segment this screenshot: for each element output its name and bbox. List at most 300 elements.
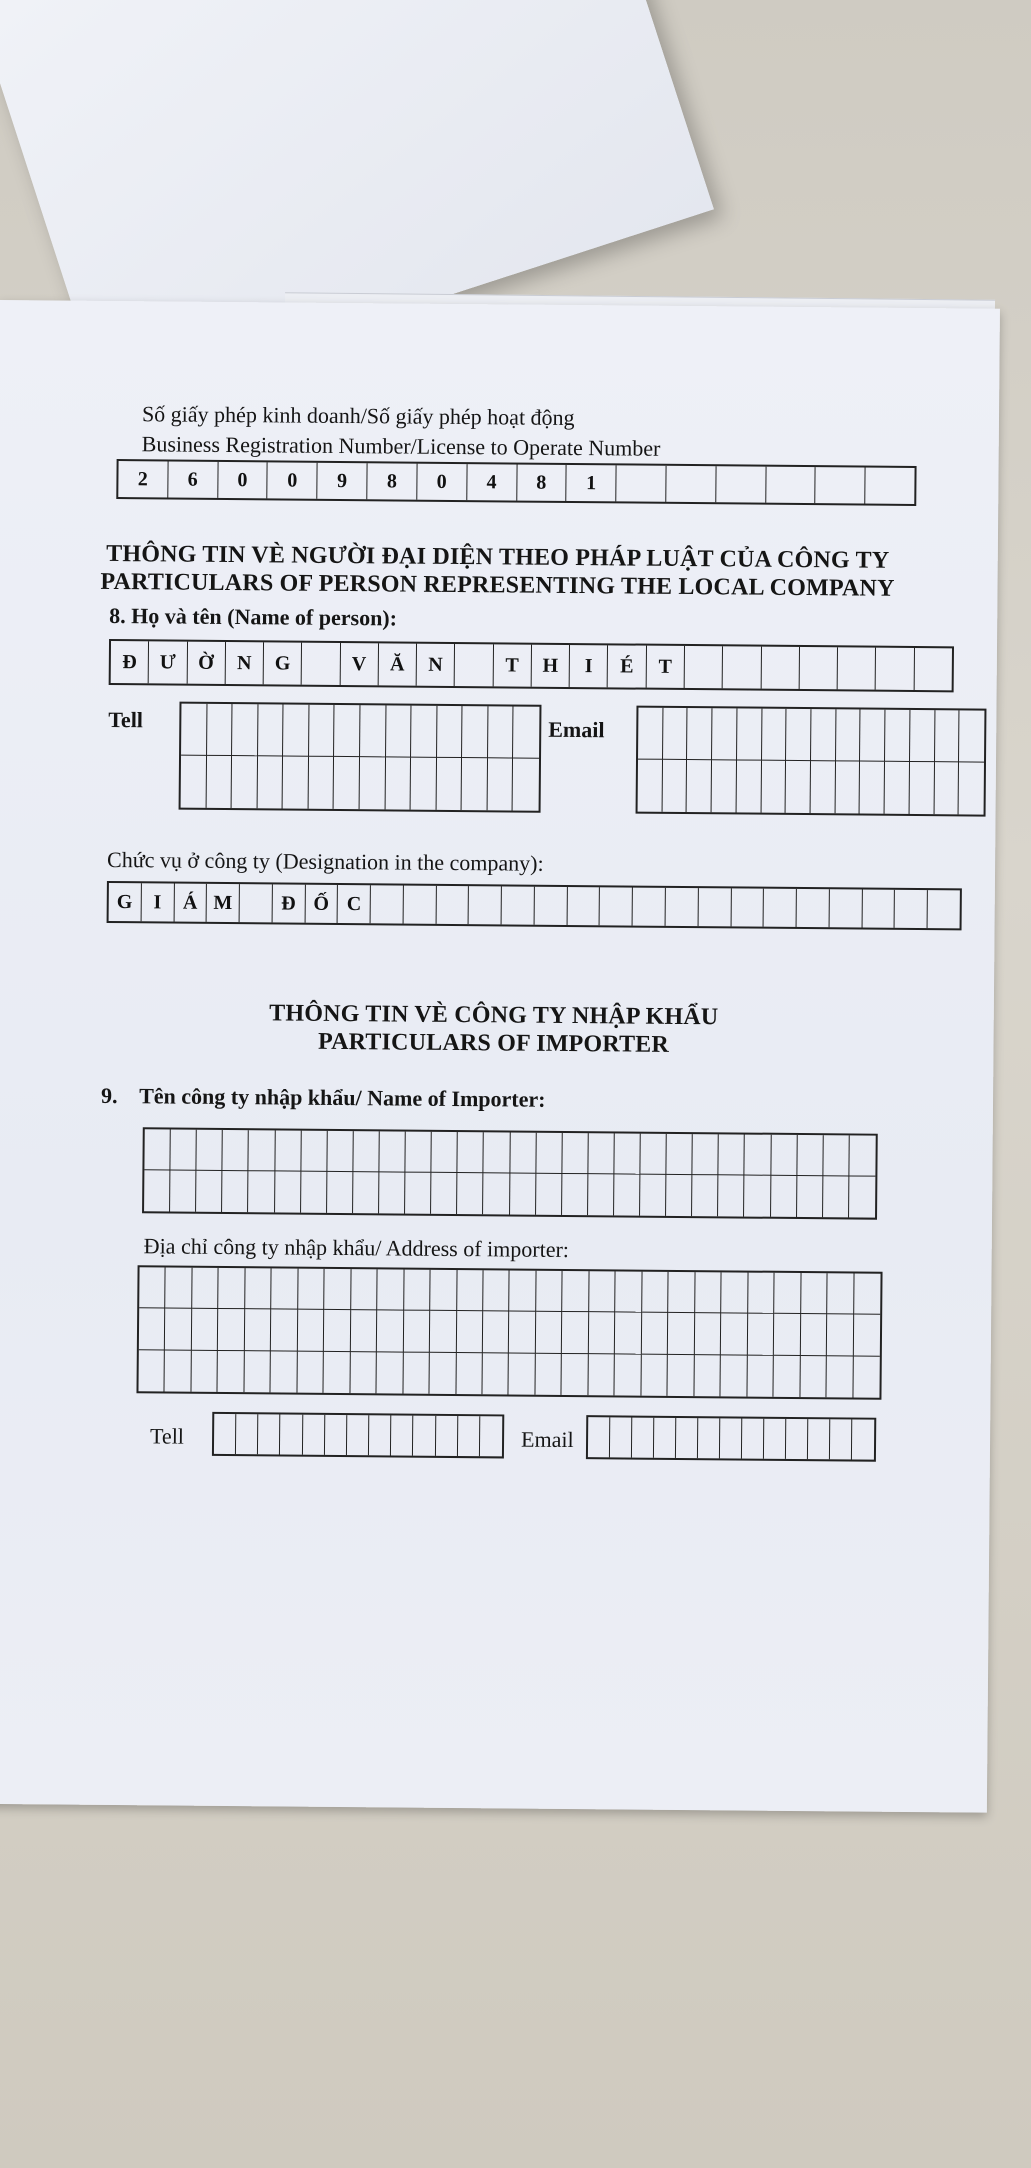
rep-tel-cell[interactable] [513,707,539,759]
importer-email-grid[interactable] [586,1415,876,1462]
name-letter-cell[interactable]: T [493,644,532,686]
importer-email-cell[interactable] [588,1417,610,1457]
rep-email-cell[interactable] [662,760,687,812]
importer-address-cell[interactable] [351,1310,378,1352]
importer-address-cell[interactable] [165,1350,192,1392]
importer-address-cell[interactable] [244,1351,271,1393]
importer-tel-cell[interactable] [280,1414,303,1454]
importer-name-cell[interactable] [562,1174,588,1215]
rep-email-cell[interactable] [909,762,934,814]
importer-address-cell[interactable] [139,1267,166,1309]
rep-email-cell[interactable] [712,708,737,760]
importer-address-cell[interactable] [854,1273,881,1315]
importer-address-cell[interactable] [509,1312,536,1354]
name-letter-cell[interactable] [761,647,800,689]
importer-address-cell[interactable] [774,1355,801,1397]
license-digit-cell[interactable] [616,465,666,501]
importer-email-cell[interactable] [676,1418,698,1458]
designation-letter-cell[interactable]: G [109,883,142,921]
rep-email-cell[interactable] [638,708,663,760]
importer-email-cell[interactable] [654,1418,676,1458]
name-letter-cell[interactable]: N [417,644,456,686]
name-letter-cell[interactable] [876,648,915,690]
name-letter-cell[interactable]: Ờ [187,642,226,684]
importer-address-cell[interactable] [615,1313,642,1355]
importer-address-cell[interactable] [430,1352,457,1394]
importer-address-cell[interactable] [324,1352,351,1394]
name-letter-cell[interactable] [723,646,762,688]
importer-title-vi: THÔNG TIN VÈ CÔNG TY NHẬP KHẨU [269,1000,719,1031]
importer-name-cell[interactable] [536,1133,562,1174]
importer-email-cell[interactable] [698,1418,720,1458]
importer-address-cell[interactable] [616,1271,643,1313]
rep-email-cell[interactable] [885,762,910,814]
importer-name-cell[interactable] [196,1171,222,1212]
importer-name-cell[interactable] [301,1131,327,1172]
importer-name-cell[interactable] [667,1134,693,1175]
rep-tel-cell[interactable] [411,706,437,758]
importer-name-cell[interactable] [771,1135,797,1176]
importer-tel-cell[interactable] [480,1416,503,1456]
designation-letter-cell[interactable] [403,886,436,924]
importer-name-cell[interactable] [771,1176,797,1217]
importer-address-cell[interactable] [562,1312,589,1354]
importer-tel-cell[interactable] [258,1414,281,1454]
name-letter-cell[interactable] [455,644,494,686]
importer-address-cell[interactable] [403,1352,430,1394]
designation-letter-cell[interactable] [502,886,535,924]
designation-letter-cell[interactable] [829,889,862,927]
designation-letter-cell[interactable]: Ố [305,885,338,923]
rep-email-grid[interactable] [636,706,987,817]
name-letter-cell[interactable]: H [532,645,571,687]
license-label-en: Business Registration Number/License to Operate Number [141,431,661,461]
importer-address-cell[interactable] [166,1267,193,1309]
name-letter-cell[interactable] [799,647,838,689]
designation-letter-cell[interactable]: C [338,885,371,923]
rep-email-cell[interactable] [934,762,959,814]
name-letter-cell[interactable] [685,646,724,688]
importer-address-cell[interactable] [562,1354,589,1396]
rep-email-cell[interactable] [959,762,984,814]
importer-name-cell[interactable] [275,1171,301,1212]
importer-address-cell[interactable] [668,1313,695,1355]
importer-address-cell[interactable] [245,1268,272,1310]
designation-letter-cell[interactable]: I [141,883,174,921]
importer-address-cell[interactable] [271,1351,298,1393]
rep-tel-cell[interactable] [283,704,309,756]
rep-email-cell[interactable] [910,710,935,762]
importer-name-grid[interactable] [142,1127,878,1219]
importer-name-cell[interactable] [614,1133,640,1174]
importer-tel-cell[interactable] [303,1415,326,1455]
license-digit-cell[interactable] [766,467,816,503]
importer-email-cell[interactable] [742,1419,764,1459]
rep-email-cell[interactable] [663,708,688,760]
name-letter-cell[interactable]: I [570,645,609,687]
importer-address-cell[interactable] [483,1270,510,1312]
importer-address-cell[interactable] [192,1309,219,1351]
importer-name-cell[interactable] [301,1172,327,1213]
license-digit-cell[interactable]: 0 [268,462,318,498]
rep-email-cell[interactable] [811,709,836,761]
designation-letter-cell[interactable] [436,886,469,924]
importer-address-cell[interactable] [642,1272,669,1314]
importer-address-cell[interactable] [642,1313,669,1355]
license-digit-cell[interactable]: 8 [517,465,567,501]
rep-tel-cell[interactable] [334,705,360,757]
importer-address-cell[interactable] [191,1350,218,1392]
rep-email-cell[interactable] [638,760,663,812]
importer-address-cell[interactable] [668,1355,695,1397]
importer-name-cell[interactable] [379,1172,405,1213]
rep-email-cell[interactable] [811,761,836,813]
rep-tel-cell[interactable] [207,704,233,756]
rep-tel-cell[interactable] [462,758,488,810]
license-digit-cell[interactable] [816,467,866,503]
importer-address-cell[interactable] [853,1356,880,1398]
importer-email-cell[interactable] [786,1419,808,1459]
rep-email-cell[interactable] [736,760,761,812]
importer-address-cell[interactable] [536,1271,563,1313]
importer-address-cell[interactable] [377,1352,404,1394]
designation-letter-cell[interactable]: M [207,884,240,922]
importer-name-cell[interactable] [483,1173,509,1214]
importer-name-cell[interactable] [797,1176,823,1217]
importer-name-cell[interactable] [823,1176,849,1217]
importer-name-cell[interactable] [693,1134,719,1175]
importer-name-cell[interactable] [666,1175,692,1216]
importer-address-grid[interactable] [136,1265,882,1399]
designation-letter-cell[interactable] [666,888,699,926]
importer-address-cell[interactable] [695,1272,722,1314]
rep-email-cell[interactable] [786,761,811,813]
importer-name-cell[interactable] [562,1133,588,1174]
importer-tel-grid[interactable] [212,1412,504,1459]
importer-address-cell[interactable] [827,1273,854,1315]
name-letter-cell[interactable]: V [340,643,379,685]
importer-name-cell[interactable] [223,1130,249,1171]
importer-address-cell[interactable] [536,1312,563,1354]
importer-name-cell[interactable] [588,1174,614,1215]
rep-email-cell[interactable] [835,761,860,813]
rep-tel-cell[interactable] [411,758,437,810]
importer-email-cell[interactable] [852,1419,874,1459]
rep-tel-cell[interactable] [309,705,335,757]
importer-name-cell[interactable] [353,1131,379,1172]
importer-address-cell[interactable] [324,1269,351,1311]
rep-email-cell[interactable] [762,709,787,761]
importer-address-cell[interactable] [588,1354,615,1396]
rep-email-cell[interactable] [860,710,885,762]
rep-tel-cell[interactable] [181,704,207,756]
designation-letter-cell[interactable] [862,890,895,928]
importer-address-cell[interactable] [192,1268,219,1310]
importer-address-cell[interactable] [138,1350,165,1392]
importer-address-cell[interactable] [747,1314,774,1356]
importer-address-cell[interactable] [351,1269,378,1311]
importer-name-cell[interactable] [536,1174,562,1215]
importer-address-cell[interactable] [589,1271,616,1313]
rep-tel-cell[interactable] [258,704,284,756]
license-digit-cell[interactable]: 1 [567,465,617,501]
importer-email-cell[interactable] [632,1418,654,1458]
rep-tel-cell[interactable] [436,758,462,810]
rep-tel-cell[interactable] [206,756,232,808]
importer-name-cell[interactable] [484,1132,510,1173]
importer-name-cell[interactable] [249,1130,275,1171]
importer-address-cell[interactable] [457,1270,484,1312]
rep-email-cell[interactable] [836,709,861,761]
rep-email-cell[interactable] [687,708,712,760]
rep-email-cell[interactable] [935,710,960,762]
importer-email-label: Email [520,1426,574,1453]
name-letter-cell[interactable]: N [225,642,264,684]
rep-tel-cell[interactable] [488,706,514,758]
name-letter-cell[interactable]: Đ [111,641,150,683]
importer-address-cell[interactable] [563,1271,590,1313]
designation-letter-cell[interactable] [469,886,502,924]
importer-address-cell[interactable] [298,1310,325,1352]
importer-name-cell[interactable] [458,1132,484,1173]
importer-name-cell[interactable] [327,1131,353,1172]
importer-address-cell[interactable] [721,1355,748,1397]
rep-email-cell[interactable] [885,710,910,762]
importer-name-cell[interactable] [275,1130,301,1171]
importer-name-cell[interactable] [432,1132,458,1173]
rep-tel-cell[interactable] [334,757,360,809]
designation-letter-cell[interactable]: Á [174,884,207,922]
license-digit-cell[interactable]: 2 [118,461,168,497]
designation-letter-cell[interactable] [797,889,830,927]
rep-email-cell[interactable] [687,760,712,812]
designation-letter-cell[interactable] [698,888,731,926]
license-digit-cell[interactable]: 9 [318,463,368,499]
importer-address-cell[interactable] [589,1313,616,1355]
rep-tel-cell[interactable] [462,706,488,758]
designation-letter-cell[interactable] [535,887,568,925]
name-letter-cell[interactable] [838,647,877,689]
importer-address-cell[interactable] [694,1355,721,1397]
license-digit-cell[interactable]: 6 [168,461,218,497]
designation-letter-cell[interactable] [600,887,633,925]
rep-email-cell[interactable] [959,710,984,762]
importer-address-cell[interactable] [483,1353,510,1395]
importer-name-cell[interactable] [431,1173,457,1214]
importer-email-cell[interactable] [808,1419,830,1459]
importer-address-cell[interactable] [748,1273,775,1315]
license-digit-cell[interactable]: 8 [367,463,417,499]
importer-tel-cell[interactable] [369,1415,392,1455]
rep-email-cell[interactable] [712,760,737,812]
importer-address-cell[interactable] [747,1355,774,1397]
importer-address-cell[interactable] [510,1270,537,1312]
importer-address-cell[interactable] [721,1314,748,1356]
rep-tel-cell[interactable] [360,757,386,809]
importer-name-cell[interactable] [719,1134,745,1175]
importer-address-cell[interactable] [430,1311,457,1353]
license-digit-cell[interactable] [865,468,914,504]
name-letter-cell[interactable] [302,643,341,685]
rep-tel-cell[interactable] [308,757,334,809]
importer-email-cell[interactable] [720,1418,742,1458]
rep-tel-cell[interactable] [437,706,463,758]
name-letter-cell[interactable]: T [646,646,685,688]
importer-tel-cell[interactable] [325,1415,348,1455]
importer-tel-cell[interactable] [347,1415,369,1455]
name-of-person-boxes[interactable] [109,639,954,692]
importer-name-cell[interactable] [144,1170,170,1211]
license-digit-cell[interactable]: 0 [218,462,268,498]
importer-name-cell[interactable] [405,1132,431,1173]
designation-letter-cell[interactable] [895,890,928,928]
importer-address-cell[interactable] [456,1353,483,1395]
importer-name-cell[interactable] [144,1129,170,1170]
importer-address-cell[interactable] [721,1272,748,1314]
importer-name-cell[interactable] [849,1135,875,1176]
importer-address-cell[interactable] [350,1352,377,1394]
designation-letter-cell[interactable]: Đ [272,884,305,922]
name-letter-cell[interactable]: G [264,642,303,684]
rep-tel-cell[interactable] [513,758,539,810]
license-digit-cell[interactable] [716,466,766,502]
rep-tel-grid[interactable] [179,702,542,813]
importer-email-cell[interactable] [610,1417,632,1457]
designation-letter-cell[interactable] [928,890,960,928]
name-of-person-label: 8. Họ và tên (Name of person): [109,602,398,631]
importer-name-cell[interactable] [379,1131,405,1172]
designation-letter-cell[interactable] [240,884,273,922]
importer-address-cell[interactable] [800,1314,827,1356]
importer-name-cell[interactable] [197,1130,223,1171]
designation-letter-cell[interactable] [731,888,764,926]
importer-name-cell[interactable] [823,1135,849,1176]
designation-letter-cell[interactable] [764,889,797,927]
importer-name-cell[interactable] [510,1173,536,1214]
importer-name-cell[interactable] [510,1132,536,1173]
importer-address-cell[interactable] [377,1269,404,1311]
importer-address-cell[interactable] [801,1273,828,1315]
importer-address-cell[interactable] [615,1354,642,1396]
importer-address-cell[interactable] [774,1273,801,1315]
importer-address-cell[interactable] [219,1268,246,1310]
importer-name-cell[interactable] [745,1135,771,1176]
importer-address-cell[interactable] [695,1313,722,1355]
importer-address-cell[interactable] [297,1351,324,1393]
importer-name-cell[interactable] [849,1176,875,1217]
license-digit-cell[interactable]: 0 [417,464,467,500]
importer-name-cell[interactable] [457,1173,483,1214]
rep-tel-cell[interactable] [386,705,412,757]
license-digit-cell[interactable]: 4 [467,464,517,500]
importer-name-cell[interactable] [614,1174,640,1215]
importer-name-cell[interactable] [170,1171,196,1212]
importer-address-cell[interactable] [774,1314,801,1356]
importer-address-cell[interactable] [272,1268,299,1310]
importer-address-cell[interactable] [324,1310,351,1352]
importer-address-cell[interactable] [827,1356,854,1398]
rep-tel-cell[interactable] [181,756,207,808]
importer-tel-cell[interactable] [413,1416,436,1456]
representative-title-en: PARTICULARS OF PERSON REPRESENTING THE LOCAL COMPANY [100,568,895,602]
importer-email-cell[interactable] [830,1419,852,1459]
rep-email-cell[interactable] [786,709,811,761]
license-digit-cell[interactable] [666,466,716,502]
importer-name-cell[interactable] [353,1172,379,1213]
importer-name-cell[interactable] [327,1172,353,1213]
designation-letter-cell[interactable] [371,885,404,923]
importer-address-cell[interactable] [404,1270,431,1312]
importer-address-cell[interactable] [853,1315,880,1357]
rep-email-cell[interactable] [761,761,786,813]
importer-address-cell[interactable] [377,1311,404,1353]
importer-address-cell[interactable] [641,1354,668,1396]
importer-address-cell[interactable] [165,1309,192,1351]
importer-address-cell[interactable] [139,1309,166,1351]
importer-name-cell[interactable] [744,1176,770,1217]
importer-name-cell[interactable] [692,1175,718,1216]
designation-letter-cell[interactable] [633,888,666,926]
importer-address-cell[interactable] [668,1272,695,1314]
importer-tel-cell[interactable] [214,1414,236,1454]
importer-address-cell[interactable] [218,1351,245,1393]
importer-name-cell[interactable] [797,1135,823,1176]
name-letter-cell[interactable]: É [608,645,647,687]
importer-email-cell[interactable] [764,1419,786,1459]
rep-tel-cell[interactable] [257,756,283,808]
importer-address-cell[interactable] [800,1356,827,1398]
importer-address-cell[interactable] [271,1310,298,1352]
importer-name-cell[interactable] [718,1175,744,1216]
name-letter-cell[interactable] [914,648,952,690]
importer-name-cell[interactable] [405,1173,431,1214]
name-letter-cell[interactable]: Ă [379,643,418,685]
designation-letter-cell[interactable] [567,887,600,925]
license-number-boxes[interactable] [116,459,916,506]
importer-address-cell[interactable] [403,1311,430,1353]
importer-tel-cell[interactable] [458,1416,481,1456]
name-letter-cell[interactable]: Ư [149,641,188,683]
rep-tel-cell[interactable] [360,705,386,757]
importer-name-cell[interactable] [248,1171,274,1212]
rep-email-cell[interactable] [860,762,885,814]
importer-tel-cell[interactable] [391,1415,414,1455]
importer-address-cell[interactable] [245,1310,272,1352]
importer-address-cell[interactable] [483,1312,510,1354]
rep-tel-cell[interactable] [487,758,513,810]
designation-boxes[interactable] [107,881,962,930]
importer-tel-cell[interactable] [435,1416,458,1456]
importer-address-cell[interactable] [827,1315,854,1357]
rep-tel-cell[interactable] [232,704,258,756]
importer-name-cell[interactable] [588,1133,614,1174]
importer-tel-cell[interactable] [236,1414,259,1454]
importer-name-cell[interactable] [222,1171,248,1212]
importer-name-cell[interactable] [640,1134,666,1175]
rep-tel-cell[interactable] [385,757,411,809]
importer-address-cell[interactable] [535,1353,562,1395]
importer-address-cell[interactable] [430,1270,457,1312]
rep-tel-cell[interactable] [283,756,309,808]
importer-name-cell[interactable] [171,1130,197,1171]
importer-address-cell[interactable] [218,1309,245,1351]
importer-address-cell[interactable] [298,1269,325,1311]
rep-tel-cell[interactable] [232,756,258,808]
importer-address-cell[interactable] [509,1353,536,1395]
importer-name-cell[interactable] [640,1175,666,1216]
importer-address-cell[interactable] [456,1311,483,1353]
rep-email-cell[interactable] [737,708,762,760]
